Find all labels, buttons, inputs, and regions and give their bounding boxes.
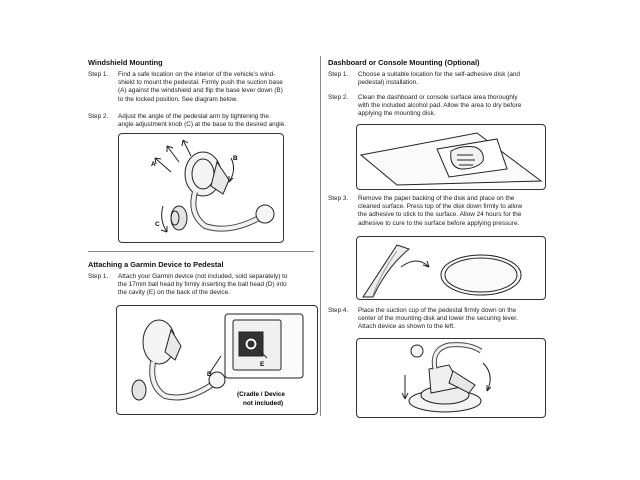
label-a: A — [151, 161, 156, 168]
step-line: Place the suction cup of the pedestal firmly down on the — [358, 307, 517, 314]
step-text — [358, 94, 521, 119]
step-line: the cavity (E) on the back of the device. — [118, 289, 230, 297]
attaching-step-1 — [88, 273, 320, 299]
windshield-heading: Windshield Mounting — [88, 58, 163, 67]
pedestal-on-disk-illustration — [357, 339, 545, 417]
step-text — [118, 273, 287, 298]
dashboard-step-3 — [328, 195, 554, 229]
step-line: cleaned surface. Press top of the disk down firmly to allow — [358, 203, 523, 211]
step-line: Clean the dashboard or console surface area thoroughly — [358, 94, 518, 101]
step-number: Step 1. — [88, 273, 109, 280]
step-line: applying the mounting disk. — [358, 110, 436, 118]
step-line: Adjust the angle of the pedestal arm by tightening the — [118, 113, 269, 120]
step-text — [358, 71, 520, 87]
step-line: the 17mm ball head by firmly inserting the ball head (D) into — [118, 281, 287, 289]
step-line: Find a safe location on the interior of the vehicle’s wind- — [118, 71, 276, 78]
step-line: center of the mounting disk and lower the securing lever. — [358, 315, 518, 323]
windshield-step-2 — [88, 113, 320, 131]
step-line: pedestal) installation. — [358, 79, 419, 87]
dashboard-step-4 — [328, 307, 554, 333]
step-line: shield to mount the pedestal. Firmly push the suction base — [118, 79, 283, 87]
step-number: Step 1. — [328, 71, 349, 78]
cradle-note-line-2: not included) — [243, 400, 284, 407]
device-attach-illustration — [117, 306, 317, 414]
step-text — [358, 307, 518, 332]
step-line: Attach your Garmin device (not included, sold separately) to — [118, 273, 288, 280]
dashboard-heading: Dashboard or Console Mounting (Optional) — [328, 58, 480, 67]
hand-wiping-illustration — [357, 125, 545, 189]
step-line: to the locked position. See diagram below. — [118, 95, 238, 103]
step-line: Attach device as shown to the left. — [358, 323, 455, 331]
step-line: (A) against the windshield and flip the base lever down (B) — [118, 87, 283, 95]
pedestal-illustration — [119, 134, 283, 242]
dashboard-step-2 — [328, 94, 554, 120]
step-line: with the included alcohol pad. Allow the area to dry before — [358, 102, 522, 110]
section-divider — [88, 251, 314, 252]
step-number: Step 4. — [328, 307, 349, 314]
label-e: E — [260, 361, 265, 368]
windshield-step-1 — [88, 71, 320, 107]
windshield-diagram — [118, 133, 284, 243]
step-line: angle adjustment knob (C) at the base to the desired angle. — [118, 121, 287, 129]
step-line: the adhesive to stick to the surface. Allow 24 hours for the — [358, 211, 522, 219]
step-line: Remove the paper backing of the disk and place on the — [358, 195, 515, 202]
step-number: Step 2. — [88, 113, 109, 120]
step-line: adhesive to cure to the surface before applying pressure. — [358, 219, 520, 227]
step-text — [358, 195, 522, 228]
label-d: D — [207, 371, 212, 378]
pedestal-on-disk-diagram — [356, 338, 546, 418]
clean-surface-diagram — [356, 124, 546, 190]
step-line: Choose a suitable location for the self-adhesive disk (and — [358, 71, 520, 78]
step-text — [118, 113, 286, 129]
step-number: Step 1. — [88, 71, 109, 78]
disk-peel-illustration — [357, 237, 545, 299]
step-number: Step 3. — [328, 195, 349, 202]
adhesive-disk-diagram — [356, 236, 546, 300]
dashboard-step-1 — [328, 71, 554, 89]
attaching-diagram — [116, 305, 318, 415]
cradle-note-line-1: (Cradle / Device — [237, 391, 285, 398]
column-divider — [320, 56, 321, 416]
label-b: B — [233, 155, 238, 162]
attaching-heading: Attaching a Garmin Device to Pedestal — [88, 260, 224, 269]
step-number: Step 2. — [328, 94, 349, 101]
label-c: C — [155, 221, 160, 228]
step-text — [118, 71, 283, 104]
